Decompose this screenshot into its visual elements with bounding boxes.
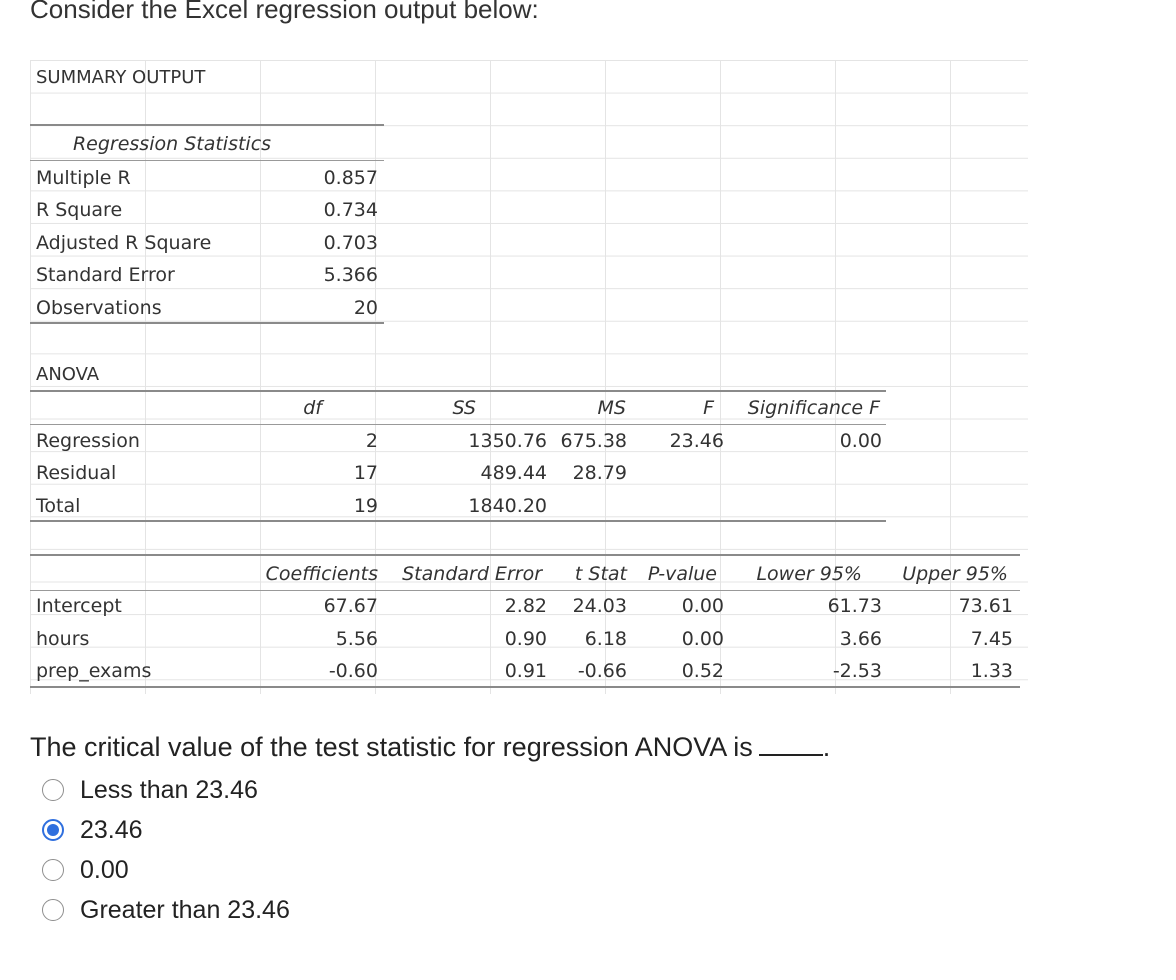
coef-header-lower-95: Lower 95% [756, 563, 862, 585]
coef-header-upper-95: Upper 95% [902, 563, 1008, 585]
coef-header-p-value: P-value [647, 563, 717, 585]
stat-label: Standard Error [36, 264, 175, 286]
coef-upper-95: 7.45 [970, 628, 1013, 650]
anova-title: ANOVA [36, 364, 100, 385]
anova-df: 17 [353, 462, 378, 484]
divider [30, 686, 1020, 688]
coef-standard-error: 0.91 [504, 660, 547, 682]
coef-p-value: 0.00 [681, 628, 724, 650]
stat-value: 0.703 [323, 232, 378, 254]
anova-df: 19 [353, 495, 378, 517]
anova-f: 23.46 [669, 430, 724, 452]
anova-row-label: Regression [36, 430, 140, 452]
coef-lower-95: 3.66 [839, 628, 882, 650]
coef-row-label: prep_exams [36, 660, 152, 682]
coef-upper-95: 1.33 [970, 660, 1013, 682]
coef-value: 67.67 [323, 595, 378, 617]
option-less-than[interactable] [42, 770, 290, 810]
stat-label: Adjusted R Square [36, 232, 212, 254]
coef-standard-error: 0.90 [504, 628, 547, 650]
option-label[interactable]: Less than 23.46 [80, 775, 258, 804]
coef-lower-95: -2.53 [832, 660, 882, 682]
anova-header-ms: MS [597, 397, 626, 419]
regression-output-sheet [30, 60, 1028, 694]
coef-lower-95: 61.73 [827, 595, 882, 617]
answer-blank [759, 734, 823, 756]
coef-header-standard-error: Standard Error [402, 563, 542, 585]
anova-ss: 1840.20 [468, 495, 547, 517]
stat-label: R Square [36, 199, 123, 221]
coef-t-stat: -0.66 [577, 660, 627, 682]
stat-value: 0.857 [323, 167, 378, 189]
radio-button[interactable] [42, 779, 64, 801]
coef-value: -0.60 [328, 660, 378, 682]
anova-ss: 1350.76 [468, 430, 547, 452]
stat-label: Multiple R [36, 167, 131, 189]
divider [30, 520, 886, 522]
anova-header-significance-f: Significance F [747, 397, 880, 419]
radio-button-selected[interactable] [42, 819, 64, 841]
divider [30, 424, 886, 425]
coef-header-t-stat: t Stat [574, 563, 627, 585]
anova-significance-f: 0.00 [839, 430, 882, 452]
option-zero[interactable] [42, 850, 290, 890]
question-prompt: The critical value of the test statistic for regression ANOVA is [30, 732, 753, 762]
regression-statistics-heading: Regression Statistics [72, 133, 272, 155]
radio-button[interactable] [42, 859, 64, 881]
divider [30, 390, 886, 392]
intro-text: Consider the Excel regression output below: [30, 0, 539, 24]
anova-df: 2 [365, 430, 378, 452]
divider [30, 322, 384, 324]
coef-row-label: Intercept [36, 595, 122, 617]
coef-p-value: 0.00 [681, 595, 724, 617]
anova-ms: 28.79 [572, 462, 627, 484]
coef-value: 5.56 [335, 628, 378, 650]
stat-label: Observations [36, 297, 162, 319]
stat-value: 20 [353, 297, 378, 319]
coef-p-value: 0.52 [681, 660, 724, 682]
summary-title: SUMMARY OUTPUT [36, 67, 206, 88]
coef-standard-error: 2.82 [504, 595, 547, 617]
anova-header-f: F [703, 397, 714, 419]
option-equal[interactable] [42, 810, 290, 850]
divider [30, 160, 384, 161]
divider [30, 124, 384, 126]
coef-t-stat: 24.03 [572, 595, 627, 617]
anova-ss: 489.44 [480, 462, 547, 484]
coef-t-stat: 6.18 [584, 628, 627, 650]
anova-row-label: Residual [36, 462, 117, 484]
option-greater-than[interactable] [42, 890, 290, 930]
anova-row-label: Total [36, 495, 81, 517]
option-label[interactable]: 23.46 [80, 815, 143, 844]
anova-header-ss: SS [452, 397, 476, 419]
coef-header-coefficients: Coefficients [265, 563, 378, 585]
anova-header-df: df [303, 397, 322, 419]
stat-value: 0.734 [323, 199, 378, 221]
divider [30, 590, 1020, 591]
answer-options [42, 770, 290, 930]
anova-ms: 675.38 [560, 430, 627, 452]
coef-row-label: hours [36, 628, 90, 650]
divider [30, 554, 1020, 556]
option-label[interactable]: 0.00 [80, 855, 129, 884]
stat-value: 5.366 [323, 264, 378, 286]
question-text [30, 732, 830, 763]
question-end: . [822, 732, 831, 762]
option-label[interactable]: Greater than 23.46 [80, 895, 290, 924]
coef-upper-95: 73.61 [958, 595, 1013, 617]
radio-button[interactable] [42, 899, 64, 921]
